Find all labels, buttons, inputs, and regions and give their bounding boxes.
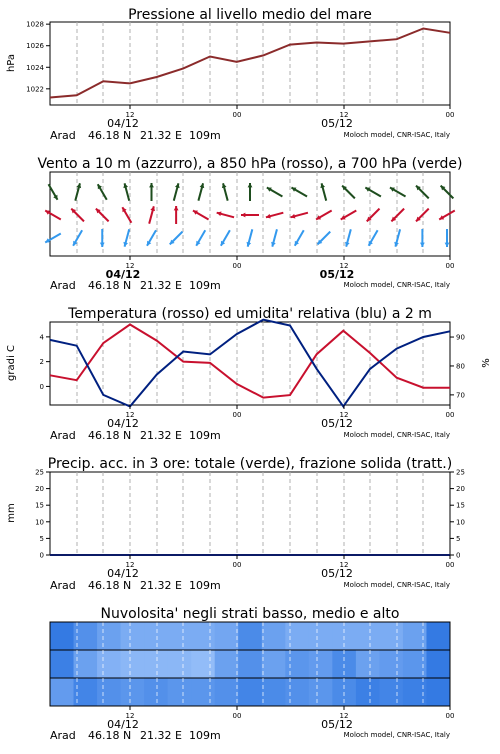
wind-arrow xyxy=(170,232,183,245)
wind-arrow xyxy=(439,211,455,220)
x-tick-label: 12 xyxy=(125,561,135,569)
location-name: Arad xyxy=(50,429,76,442)
location-alt: 109m xyxy=(189,429,221,442)
x-tick-label: 00 xyxy=(232,411,242,419)
cloud-cell xyxy=(97,650,121,678)
wind-arrow xyxy=(316,211,332,220)
wind-arrow xyxy=(196,230,205,246)
temp-rh-panel xyxy=(6,306,492,442)
date-label: 05/12 xyxy=(321,718,353,731)
x-tick-label: 00 xyxy=(445,262,455,270)
date-label: 04/12 xyxy=(107,417,139,430)
cloud-cell xyxy=(426,678,450,706)
wind-arrow xyxy=(291,188,307,197)
wind-arrow xyxy=(416,209,429,222)
cloud-cell xyxy=(50,678,74,706)
cloud-cell xyxy=(426,622,450,650)
y-tick-label: 20 xyxy=(456,485,465,494)
x-tick-label: 12 xyxy=(339,712,349,720)
date-label: 04/12 xyxy=(107,567,139,580)
temp-rh-series xyxy=(50,320,450,407)
cloud-cell xyxy=(238,650,262,678)
y-tick-label: 0 xyxy=(456,551,461,560)
cloud-cell xyxy=(285,678,309,706)
temp-rh-x-axis xyxy=(107,405,454,430)
location-name: Arad xyxy=(50,129,76,142)
y-tick-label: 4 xyxy=(39,333,44,342)
x-tick-label: 12 xyxy=(339,111,349,119)
y-tick-label: 25 xyxy=(456,468,465,477)
cloud-cell xyxy=(191,650,215,678)
wind-arrow xyxy=(174,206,179,224)
cloud-cell xyxy=(379,622,403,650)
x-tick-label: 00 xyxy=(445,561,455,569)
date-label: 05/12 xyxy=(319,268,355,281)
wind-arrow xyxy=(75,183,81,200)
wind-arrow xyxy=(100,229,105,247)
x-tick-label: 12 xyxy=(125,111,135,119)
model-credit: Moloch model, CNR-ISAC, Italy xyxy=(343,281,450,289)
y-tick-label: 80 xyxy=(456,362,465,371)
temp-rh-grid xyxy=(77,322,423,405)
wind-arrow xyxy=(73,230,82,246)
location-lon: 21.32 E xyxy=(140,129,182,142)
temp-ylabel: gradi C xyxy=(6,345,17,381)
location-name: Arad xyxy=(50,279,76,292)
y-tick-label: 1026 xyxy=(26,42,44,51)
cloud-cell xyxy=(309,650,333,678)
model-credit: Moloch model, CNR-ISAC, Italy xyxy=(343,731,450,739)
x-tick-label: 00 xyxy=(232,262,242,270)
pressure-location-line xyxy=(50,129,450,142)
location-lon: 21.32 E xyxy=(140,429,182,442)
cloud-cell xyxy=(121,678,145,706)
pressure-title: Pressione al livello medio del mare xyxy=(128,7,372,23)
wind-arrow xyxy=(291,213,308,219)
location-lat: 46.18 N xyxy=(88,129,132,142)
wind-arrow xyxy=(445,229,450,247)
cloud-cell xyxy=(144,622,168,650)
precip-y-ticks xyxy=(35,469,50,560)
wind-arrow xyxy=(267,188,283,197)
wind-arrow xyxy=(246,229,252,246)
y-tick-label: 0 xyxy=(39,382,44,391)
pressure-x-axis xyxy=(107,105,454,130)
clouds-x-axis xyxy=(107,706,454,731)
precip-y-ticks-right xyxy=(450,469,465,560)
pressure-panel xyxy=(6,7,454,142)
x-tick-label: 00 xyxy=(445,712,455,720)
wind-arrows xyxy=(45,183,455,247)
date-label: 05/12 xyxy=(321,417,353,430)
x-tick-label: 12 xyxy=(125,411,135,419)
wind-arrow xyxy=(420,229,425,247)
y-tick-label: 2 xyxy=(39,358,44,367)
wind-arrow xyxy=(71,209,84,222)
model-credit: Moloch model, CNR-ISAC, Italy xyxy=(343,431,450,439)
y-tick-label: 70 xyxy=(456,391,465,400)
cloud-cell xyxy=(426,650,450,678)
cloud-cell xyxy=(168,622,192,650)
pressure-frame xyxy=(50,22,450,105)
wind-arrow xyxy=(217,211,234,217)
y-tick-label: 25 xyxy=(35,468,44,477)
precip-title: Precip. acc. in 3 ore: totale (verde), frazione solida (tratt.) xyxy=(47,456,453,472)
location-lat: 46.18 N xyxy=(88,729,132,742)
x-tick-label: 12 xyxy=(339,561,349,569)
cloud-cell xyxy=(215,650,239,678)
cloud-cell xyxy=(262,678,286,706)
cloud-cell xyxy=(168,678,192,706)
wind-arrow xyxy=(320,183,326,200)
location-name: Arad xyxy=(50,579,76,592)
location-alt: 109m xyxy=(189,579,221,592)
wind-arrow xyxy=(222,183,228,200)
y-tick-label: 15 xyxy=(35,501,44,510)
y-tick-label: 90 xyxy=(456,333,465,342)
wind-arrow xyxy=(266,213,283,219)
cloud-cell xyxy=(309,622,333,650)
temperature-line xyxy=(50,325,450,398)
pressure-ylabel: hPa xyxy=(6,53,17,73)
wind-arrow xyxy=(98,184,107,200)
cloud-cell xyxy=(191,622,215,650)
temp-rh-frame xyxy=(50,322,450,405)
clouds-cells xyxy=(50,622,451,706)
pressure-series xyxy=(50,29,450,98)
y-tick-label: 1028 xyxy=(26,20,44,29)
location-lat: 46.18 N xyxy=(88,279,132,292)
location-alt: 109m xyxy=(189,279,221,292)
cloud-cell xyxy=(50,622,74,650)
wind-arrow xyxy=(96,209,109,222)
date-label: 04/12 xyxy=(107,718,139,731)
y-tick-label: 0 xyxy=(39,551,44,560)
x-tick-label: 00 xyxy=(232,712,242,720)
location-lon: 21.32 E xyxy=(140,579,182,592)
y-tick-label: 1022 xyxy=(26,85,44,94)
humidity-line xyxy=(50,320,450,407)
wind-arrow xyxy=(391,209,404,222)
model-credit: Moloch model, CNR-ISAC, Italy xyxy=(343,131,450,139)
x-tick-label: 12 xyxy=(339,262,349,270)
location-lon: 21.32 E xyxy=(140,729,182,742)
wind-arrow xyxy=(147,230,156,246)
location-lon: 21.32 E xyxy=(140,279,182,292)
wind-title: Vento a 10 m (azzurro), a 850 hPa (rosso), a 700 hPa (verde) xyxy=(37,156,463,172)
pressure-y-ticks xyxy=(26,21,50,94)
cloud-cell xyxy=(379,650,403,678)
wind-arrow xyxy=(149,206,155,223)
cloud-cell xyxy=(356,622,380,650)
wind-arrow xyxy=(198,183,204,200)
wind-arrow xyxy=(123,229,129,246)
cloud-cell xyxy=(356,650,380,678)
x-tick-label: 00 xyxy=(445,411,455,419)
rh-ylabel: % xyxy=(481,358,492,368)
wind-arrow xyxy=(271,229,277,246)
y-tick-label: 20 xyxy=(35,485,44,494)
cloud-cell xyxy=(379,678,403,706)
temp-y-ticks xyxy=(40,333,50,391)
precip-x-axis xyxy=(107,555,454,580)
clouds-panel xyxy=(50,606,454,742)
temp-location-line xyxy=(50,429,450,442)
wind-arrow xyxy=(295,230,304,246)
date-label: 05/12 xyxy=(321,567,353,580)
model-credit: Moloch model, CNR-ISAC, Italy xyxy=(343,581,450,589)
wind-arrow xyxy=(318,232,331,245)
y-tick-label: 10 xyxy=(456,518,465,527)
cloud-cell xyxy=(215,622,239,650)
date-label: 05/12 xyxy=(321,117,353,130)
precip-panel xyxy=(6,456,465,592)
wind-arrow xyxy=(193,211,209,220)
cloud-cell xyxy=(97,622,121,650)
cloud-cell xyxy=(121,622,145,650)
wind-arrow xyxy=(149,183,154,201)
x-tick-label: 00 xyxy=(445,111,455,119)
cloud-cell xyxy=(356,678,380,706)
location-lat: 46.18 N xyxy=(88,579,132,592)
cloud-cell xyxy=(50,650,74,678)
cloud-cell xyxy=(262,622,286,650)
cloud-cell xyxy=(144,650,168,678)
x-tick-label: 12 xyxy=(339,411,349,419)
x-tick-label: 12 xyxy=(125,262,135,270)
y-tick-label: 5 xyxy=(39,534,44,543)
location-name: Arad xyxy=(50,729,76,742)
y-tick-label: 15 xyxy=(456,501,465,510)
wind-panel xyxy=(37,156,462,292)
wind-arrow xyxy=(345,229,351,246)
clouds-location-line xyxy=(50,729,450,742)
wind-arrow xyxy=(416,186,429,199)
wind-arrow xyxy=(241,213,259,218)
temp-rh-title: Temperatura (rosso) ed umidita' relativa (blu) a 2 m xyxy=(68,306,432,322)
wind-arrow xyxy=(390,188,406,197)
precip-grid xyxy=(77,472,423,555)
precip-frame xyxy=(50,472,450,555)
location-lat: 46.18 N xyxy=(88,429,132,442)
x-tick-label: 12 xyxy=(125,712,135,720)
cloud-cell xyxy=(168,650,192,678)
y-tick-label: 1024 xyxy=(26,63,44,72)
rh-y-ticks xyxy=(450,334,465,400)
precip-location-line xyxy=(50,579,450,592)
cloud-cell xyxy=(309,678,333,706)
y-tick-label: 10 xyxy=(35,518,44,527)
wind-arrow xyxy=(365,188,381,197)
precip-ylabel: mm xyxy=(6,503,17,523)
cloud-cell xyxy=(238,678,262,706)
wind-arrow xyxy=(221,230,230,246)
clouds-title: Nuvolosita' negli strati basso, medio e alto xyxy=(100,606,400,622)
pressure-line xyxy=(50,29,450,98)
cloud-cell xyxy=(285,622,309,650)
cloud-cell xyxy=(215,678,239,706)
x-tick-label: 00 xyxy=(232,561,242,569)
wind-arrow xyxy=(367,209,380,222)
wind-arrow xyxy=(123,183,129,200)
cloud-cell xyxy=(144,678,168,706)
location-alt: 109m xyxy=(189,129,221,142)
wind-arrow xyxy=(441,186,454,199)
date-label: 04/12 xyxy=(107,117,139,130)
cloud-cell xyxy=(191,678,215,706)
y-tick-label: 5 xyxy=(456,534,461,543)
date-label: 04/12 xyxy=(105,268,141,281)
wind-arrow xyxy=(341,211,357,220)
cloud-cell xyxy=(121,650,145,678)
wind-arrow xyxy=(248,183,253,201)
wind-arrow xyxy=(174,183,180,200)
wind-arrow xyxy=(45,211,61,220)
location-alt: 109m xyxy=(189,729,221,742)
cloud-cell xyxy=(97,678,121,706)
x-tick-label: 00 xyxy=(232,111,242,119)
cloud-cell xyxy=(262,650,286,678)
wind-arrow xyxy=(45,234,61,243)
cloud-cell xyxy=(285,650,309,678)
wind-location-line xyxy=(50,279,450,292)
cloud-cell xyxy=(238,622,262,650)
wind-x-axis xyxy=(106,256,455,281)
pressure-grid xyxy=(77,22,423,105)
